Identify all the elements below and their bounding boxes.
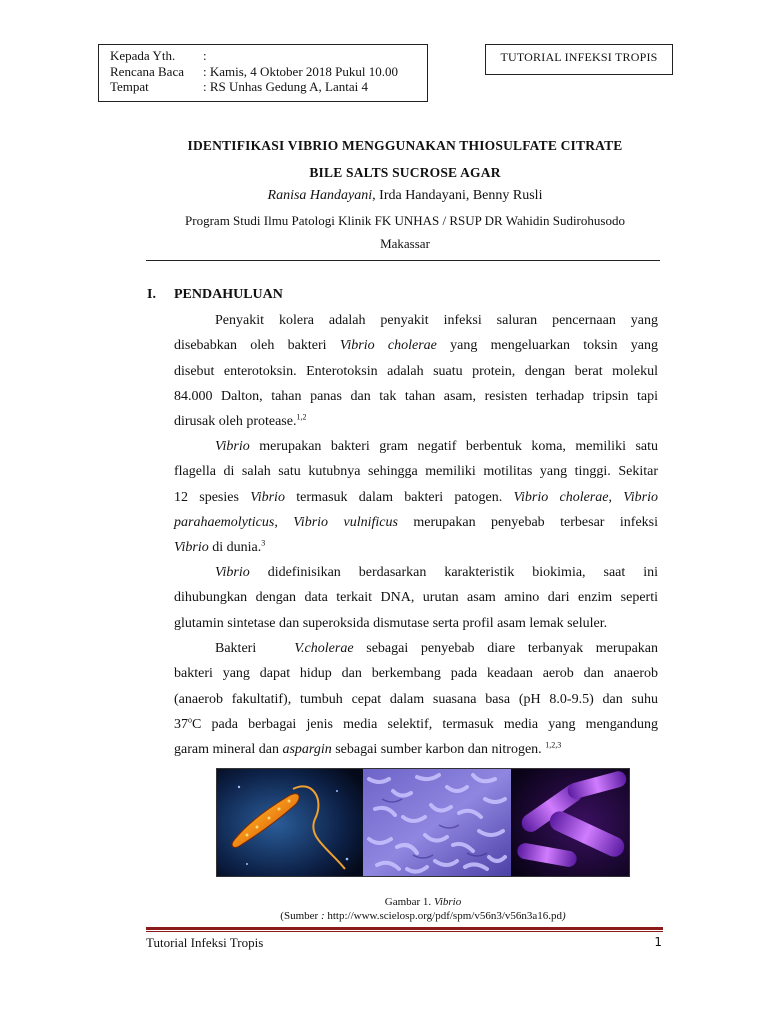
paragraph-1: Penyakit kolera adalah penyakit infeksi saluran pencernaan yang disebabkan oleh bakteri Vibrio cholerae yang mengeluarkan toksin yang disebut enterotoksin. Enterotoksin adalah suatu protein, dengan berat molekul 84.000 Dalton, tahan panas dan tak tahan asam, resisten terhadap tripsin tapi dirusak oleh protease.$^{1,2}$	[174, 313, 658, 430]
affiliation-line-2: Makassar	[380, 236, 430, 251]
info-row-recipient: Kepada Yth. :	[110, 48, 207, 63]
paper-title-line-1: IDENTIFIKASI VIBRIO MENGGUNAKAN THIOSULFATE CITRATE	[187, 138, 623, 153]
figure-caption: Gambar 1. Vibrio	[384, 896, 462, 908]
figure-source: (Sumber : http://www.scielosp.org/pdf/spm/v56n3/v56n3a16.pd)	[280, 910, 566, 922]
header-tag: TUTORIAL INFEKSI TROPIS	[485, 44, 673, 75]
paragraph-2: Vibrio merupakan bakteri gram negatif berbentuk koma, memiliki satu flagella di salah satu kutubnya sehingga memiliki motilitas yang tinggi. Sekitar 12 spesies Vibrio termasuk dalam bakteri patogen. Vibrio cholerae, Vibrio parahaemolyticus, Vibrio vulnificus merupakan penyebab terbesar infeksi Vibrio di dunia.$^3$	[174, 439, 659, 556]
page-number: 1	[654, 935, 662, 949]
vibrio-figure-image	[216, 768, 630, 877]
meeting-info-box	[98, 44, 428, 102]
title-divider	[146, 260, 660, 261]
paper-title-line-2: BILE SALTS SUCROSE AGAR	[309, 165, 501, 180]
paragraph-3: Vibrio didefinisikan berdasarkan karakteristik biokimia, saat ini dihubungkan dengan data terkait DNA, urutan asam amino dari enzim seperti glutamin sintetase dan superoksida dismutase serta profil asam lemak seluler.	[174, 565, 658, 631]
vibrio-micrograph-illustration	[217, 769, 630, 877]
info-row-location: Tempat : RS Unhas Gedung A, Lantai 4	[110, 79, 369, 94]
info-row-schedule: Rencana Baca : Kamis, 4 Oktober 2018 Pukul 10.00	[110, 63, 398, 79]
footer-title: Tutorial Infeksi Tropis	[146, 935, 264, 950]
affiliation-line-1: Program Studi Ilmu Patologi Klinik FK UNHAS / RSUP DR Wahidin Sudirohusodo	[185, 213, 625, 228]
paragraph-4: Bakteri V.cholerae sebagai penyebab diare terbanyak merupakan bakteri yang dapat hidup dan berkembang pada keadaan aerob dan anaerob (anaerob fakultatif), tumbuh cepat dalam suasana basa (pH 8.0-9.5) dan suhu 37$^o$C pada berbagai jenis media selektif, termasuk media yang mengandung garam mineral dan aspargin sebagai sumber karbon dan nitrogen. $^{1,2,3}$	[174, 641, 659, 758]
footer-divider-thin	[146, 931, 663, 932]
authors: Ranisa Handayani, Irda Handayani, Benny Rusli	[267, 188, 543, 203]
footer-divider	[146, 927, 663, 930]
section-heading: I. PENDAHULUAN	[147, 287, 283, 302]
